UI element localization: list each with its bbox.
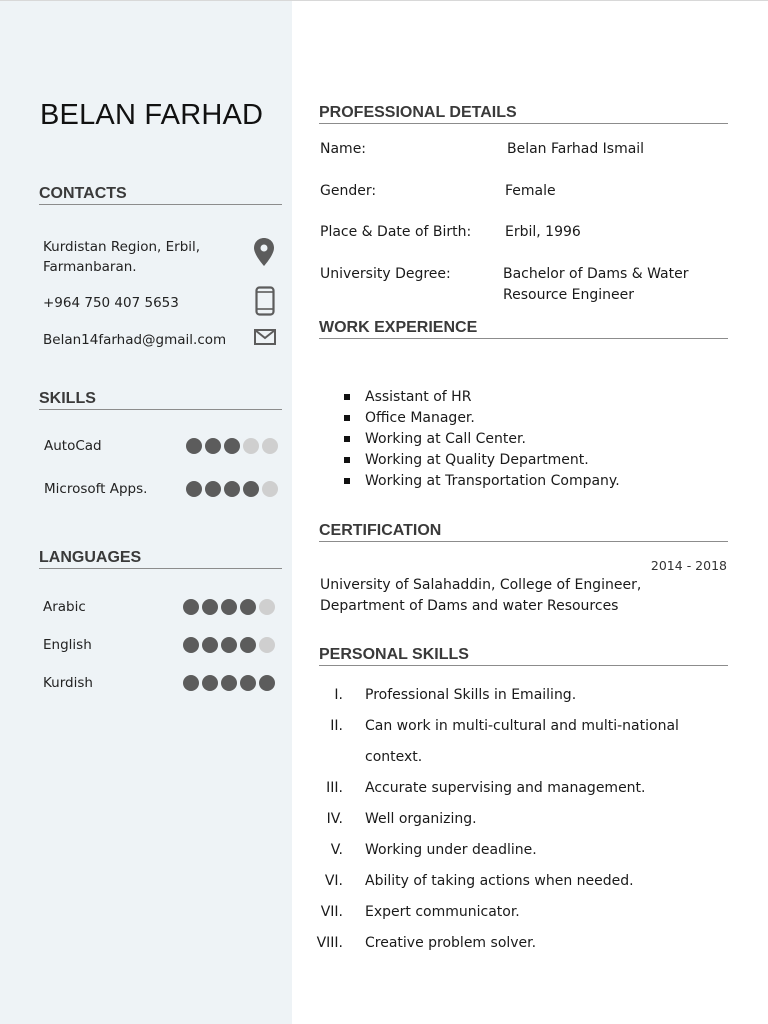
list-item xyxy=(300,928,725,959)
language-label-english: English xyxy=(43,637,92,653)
detail-value-degree: Bachelor of Dams & Water xyxy=(503,266,689,282)
detail-label-gender: Gender: xyxy=(320,183,377,199)
rating-dot-filled xyxy=(259,675,275,691)
phone-icon xyxy=(255,286,275,316)
list-text: Can work in multi-cultural and multi-national xyxy=(365,718,679,734)
skill-label-microsoft: Microsoft Apps. xyxy=(44,481,148,497)
rating-dot-filled xyxy=(221,675,237,691)
skill-rating-microsoft xyxy=(186,481,278,497)
rating-dot-filled xyxy=(224,481,240,497)
list-text: context. xyxy=(365,749,423,765)
detail-value-degree-line2: Resource Engineer xyxy=(503,287,635,303)
rating-dot-filled xyxy=(240,637,256,653)
list-number: VIII. xyxy=(316,935,343,951)
list-item: Working at Transportation Company. xyxy=(344,471,620,492)
rating-dot-filled xyxy=(186,481,202,497)
list-item xyxy=(300,866,725,897)
rating-dot-filled xyxy=(240,599,256,615)
list-text: Creative problem solver. xyxy=(365,935,537,951)
language-rating-arabic xyxy=(183,599,275,615)
personal-skills-list xyxy=(300,680,725,959)
rating-dot-filled xyxy=(221,637,237,653)
rating-dot-empty xyxy=(262,438,278,454)
candidate-name: BELAN FARHAD xyxy=(40,99,264,131)
detail-label-name: Name: xyxy=(320,141,367,157)
list-item xyxy=(300,804,725,835)
list-text: Well organizing. xyxy=(365,811,477,827)
list-item xyxy=(300,742,725,773)
mail-icon xyxy=(254,329,276,345)
work-experience-list xyxy=(344,387,620,492)
list-text: Working under deadline. xyxy=(365,842,537,858)
rating-dot-empty xyxy=(259,599,275,615)
rating-dot-empty xyxy=(259,637,275,653)
list-number: IV. xyxy=(326,811,343,827)
language-rating-english xyxy=(183,637,275,653)
certification-line-2: Department of Dams and water Resources xyxy=(320,598,619,614)
professional-details-heading: PROFESSIONAL DETAILS xyxy=(319,104,728,124)
sidebar xyxy=(0,1,292,1024)
list-text: Ability of taking actions when needed. xyxy=(365,873,634,889)
list-item xyxy=(300,835,725,866)
language-label-kurdish: Kurdish xyxy=(43,675,93,691)
language-rating-kurdish xyxy=(183,675,275,691)
personal-skills-heading: PERSONAL SKILLS xyxy=(319,646,728,666)
rating-dot-empty xyxy=(243,438,259,454)
list-item xyxy=(300,897,725,928)
rating-dot-filled xyxy=(183,637,199,653)
skill-rating-autocad xyxy=(186,438,278,454)
list-item: Assistant of HR xyxy=(344,387,620,408)
list-number: VI. xyxy=(324,873,343,889)
skill-label-autocad: AutoCad xyxy=(44,438,102,454)
address-line-1: Kurdistan Region, Erbil, xyxy=(43,239,201,255)
list-number: V. xyxy=(330,842,343,858)
list-item xyxy=(300,711,725,742)
address-line-2: Farmanbaran. xyxy=(43,259,137,275)
list-text: Accurate supervising and management. xyxy=(365,780,646,796)
rating-dot-filled xyxy=(202,599,218,615)
detail-value-gender: Female xyxy=(505,183,556,199)
list-number: VII. xyxy=(320,904,343,920)
certification-heading: CERTIFICATION xyxy=(319,522,728,542)
rating-dot-filled xyxy=(186,438,202,454)
rating-dot-filled xyxy=(205,438,221,454)
list-number: III. xyxy=(326,780,343,796)
phone-text: +964 750 407 5653 xyxy=(43,295,179,311)
rating-dot-filled xyxy=(183,675,199,691)
rating-dot-filled xyxy=(224,438,240,454)
list-number: II. xyxy=(330,718,343,734)
email-text[interactable]: Belan14farhad@gmail.com xyxy=(43,332,227,348)
detail-value-birth: Erbil, 1996 xyxy=(505,224,581,240)
rating-dot-filled xyxy=(183,599,199,615)
work-experience-heading: WORK EXPERIENCE xyxy=(319,319,728,339)
languages-heading: LANGUAGES xyxy=(39,549,282,569)
rating-dot-filled xyxy=(205,481,221,497)
language-label-arabic: Arabic xyxy=(43,599,86,615)
rating-dot-filled xyxy=(240,675,256,691)
rating-dot-filled xyxy=(221,599,237,615)
skills-heading: SKILLS xyxy=(39,390,282,410)
certification-line-1: University of Salahaddin, College of Engineer, xyxy=(320,577,642,593)
list-item: Working at Quality Department. xyxy=(344,450,620,471)
detail-label-degree: University Degree: xyxy=(320,266,451,282)
rating-dot-filled xyxy=(243,481,259,497)
rating-dot-filled xyxy=(202,675,218,691)
list-number xyxy=(300,742,365,773)
detail-label-birth: Place & Date of Birth: xyxy=(320,224,472,240)
rating-dot-filled xyxy=(202,637,218,653)
location-icon xyxy=(253,237,275,267)
list-text: Expert communicator. xyxy=(365,904,520,920)
detail-value-name: Belan Farhad Ismail xyxy=(507,141,645,157)
list-item: Working at Call Center. xyxy=(344,429,620,450)
list-item: Office Manager. xyxy=(344,408,620,429)
list-number: I. xyxy=(334,687,343,703)
rating-dot-empty xyxy=(262,481,278,497)
certification-years: 2014 - 2018 xyxy=(650,558,727,573)
contacts-heading: CONTACTS xyxy=(39,185,282,205)
list-item xyxy=(300,680,725,711)
list-text: Professional Skills in Emailing. xyxy=(365,687,577,703)
list-item xyxy=(300,773,725,804)
